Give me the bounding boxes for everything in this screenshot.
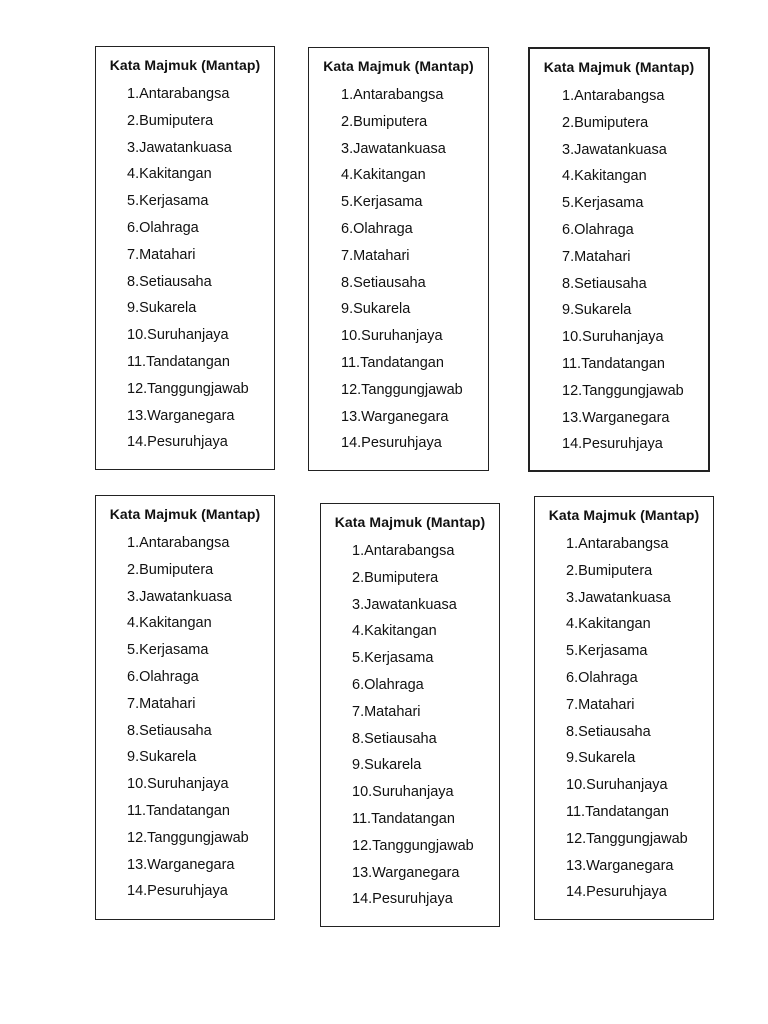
- list-item: 14.Pesuruhjaya: [127, 434, 228, 451]
- list-item: 1.Antarabangsa: [566, 536, 669, 552]
- list-item: 9.Sukarela: [341, 301, 411, 318]
- list-item: 14.Pesuruhjaya: [127, 883, 228, 900]
- list-item: 4.Kakitangan: [127, 166, 212, 183]
- list-item: 6.Olahraga: [566, 669, 638, 686]
- list-item: 3.Jawatankuasa: [566, 589, 671, 606]
- word-card: [320, 503, 500, 927]
- list-item: 1.Antarabangsa: [562, 88, 665, 104]
- list-item: 7.Matahari: [341, 247, 410, 264]
- list-item: 9.Sukarela: [562, 302, 632, 319]
- list-item: 5.Kerjasama: [566, 643, 648, 660]
- list-item: 2.Bumiputera: [566, 562, 653, 579]
- word-card: [528, 47, 710, 472]
- list-item: 13.Warganegara: [127, 407, 235, 424]
- list-item: 9.Sukarela: [352, 757, 422, 774]
- list-item: 10.Suruhanjaya: [127, 327, 229, 344]
- list-item: 11.Tandatangan: [127, 353, 230, 370]
- list-item: 7.Matahari: [352, 703, 421, 720]
- list-item: 9.Sukarela: [566, 750, 636, 767]
- list-item: 14.Pesuruhjaya: [341, 435, 442, 452]
- list-item: 6.Olahraga: [341, 220, 413, 237]
- list-item: 11.Tandatangan: [562, 355, 665, 372]
- card-title: Kata Majmuk (Mantap): [109, 506, 261, 522]
- list-item: 10.Suruhanjaya: [341, 328, 443, 345]
- list-item: 6.Olahraga: [352, 676, 424, 693]
- card-title: Kata Majmuk (Mantap): [543, 59, 695, 75]
- list-item: 8.Setiausaha: [127, 273, 212, 290]
- list-item: 12.Tanggungjawab: [341, 381, 463, 398]
- list-item: 4.Kakitangan: [341, 167, 426, 184]
- list-item: 4.Kakitangan: [566, 616, 651, 633]
- list-item: 4.Kakitangan: [352, 623, 437, 640]
- list-item: 7.Matahari: [127, 246, 196, 263]
- list-item: 3.Jawatankuasa: [341, 140, 446, 157]
- list-item: 8.Setiausaha: [566, 723, 651, 740]
- list-item: 10.Suruhanjaya: [127, 776, 229, 793]
- list-item: 10.Suruhanjaya: [566, 777, 668, 794]
- list-item: 2.Bumiputera: [352, 569, 439, 586]
- word-list: [566, 535, 688, 910]
- list-item: 12.Tanggungjawab: [562, 382, 684, 399]
- word-list: [127, 85, 249, 460]
- list-item: 10.Suruhanjaya: [352, 784, 454, 801]
- list-item: 3.Jawatankuasa: [352, 596, 457, 613]
- word-card: [534, 496, 714, 920]
- list-item: 14.Pesuruhjaya: [562, 436, 663, 453]
- list-item: 2.Bumiputera: [127, 561, 214, 578]
- list-item: 5.Kerjasama: [341, 194, 423, 211]
- list-item: 6.Olahraga: [127, 668, 199, 685]
- list-item: 11.Tandatangan: [566, 803, 669, 820]
- word-card: [95, 46, 275, 470]
- list-item: 1.Antarabangsa: [127, 535, 230, 551]
- list-item: 4.Kakitangan: [562, 168, 647, 185]
- list-item: 4.Kakitangan: [127, 615, 212, 632]
- list-item: 12.Tanggungjawab: [127, 380, 249, 397]
- list-item: 1.Antarabangsa: [341, 87, 444, 103]
- word-list: [352, 542, 474, 917]
- word-card: [308, 47, 489, 471]
- list-item: 11.Tandatangan: [341, 354, 444, 371]
- list-item: 2.Bumiputera: [127, 112, 214, 129]
- list-item: 6.Olahraga: [562, 221, 634, 238]
- word-list: [127, 534, 249, 909]
- card-title: Kata Majmuk (Mantap): [323, 58, 474, 74]
- word-list: [562, 87, 684, 462]
- list-item: 1.Antarabangsa: [352, 543, 455, 559]
- list-item: 13.Warganegara: [352, 864, 460, 881]
- list-item: 14.Pesuruhjaya: [352, 891, 453, 908]
- list-item: 13.Warganegara: [566, 857, 674, 874]
- list-item: 8.Setiausaha: [127, 722, 212, 739]
- list-item: 1.Antarabangsa: [127, 86, 230, 102]
- list-item: 3.Jawatankuasa: [127, 588, 232, 605]
- list-item: 12.Tanggungjawab: [352, 837, 474, 854]
- list-item: 12.Tanggungjawab: [566, 830, 688, 847]
- list-item: 10.Suruhanjaya: [562, 329, 664, 346]
- list-item: 8.Setiausaha: [562, 275, 647, 292]
- card-title: Kata Majmuk (Mantap): [109, 57, 261, 73]
- list-item: 11.Tandatangan: [352, 810, 455, 827]
- list-item: 7.Matahari: [127, 695, 196, 712]
- list-item: 5.Kerjasama: [352, 650, 434, 667]
- list-item: 13.Warganegara: [341, 408, 449, 425]
- list-item: 7.Matahari: [566, 696, 635, 713]
- list-item: 12.Tanggungjawab: [127, 829, 249, 846]
- list-item: 7.Matahari: [562, 248, 631, 265]
- word-card: [95, 495, 275, 920]
- list-item: 6.Olahraga: [127, 219, 199, 236]
- list-item: 11.Tandatangan: [127, 802, 230, 819]
- card-title: Kata Majmuk (Mantap): [334, 514, 486, 530]
- list-item: 3.Jawatankuasa: [562, 141, 667, 158]
- list-item: 5.Kerjasama: [562, 195, 644, 212]
- list-item: 13.Warganegara: [562, 409, 670, 426]
- list-item: 9.Sukarela: [127, 300, 197, 317]
- word-list: [341, 86, 463, 461]
- list-item: 5.Kerjasama: [127, 193, 209, 210]
- list-item: 9.Sukarela: [127, 749, 197, 766]
- list-item: 8.Setiausaha: [352, 730, 437, 747]
- list-item: 3.Jawatankuasa: [127, 139, 232, 156]
- list-item: 5.Kerjasama: [127, 642, 209, 659]
- list-item: 2.Bumiputera: [562, 114, 649, 131]
- list-item: 8.Setiausaha: [341, 274, 426, 291]
- list-item: 13.Warganegara: [127, 856, 235, 873]
- card-title: Kata Majmuk (Mantap): [548, 507, 700, 523]
- list-item: 14.Pesuruhjaya: [566, 884, 667, 901]
- list-item: 2.Bumiputera: [341, 113, 428, 130]
